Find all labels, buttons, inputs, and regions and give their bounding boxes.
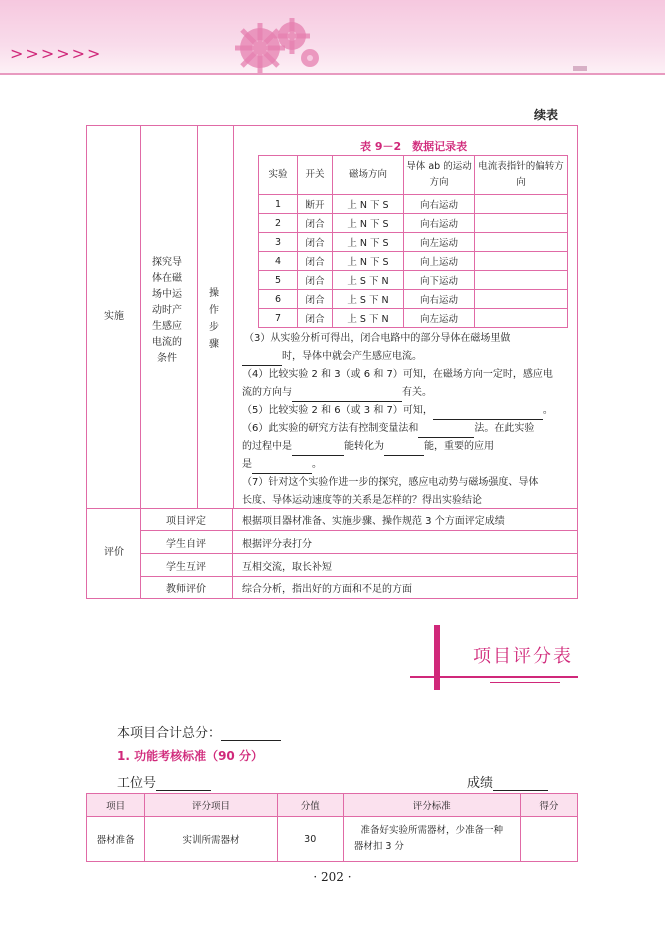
table-row	[259, 214, 568, 233]
score-line	[467, 772, 548, 791]
table-cell: 5	[259, 271, 298, 290]
table-cell: 闭合	[298, 214, 333, 233]
row-label-implement: 实施	[104, 311, 124, 322]
purpose-line: 场中运	[152, 289, 182, 300]
eval-desc: 综合分析，指出好的方面和不足的方面	[242, 584, 412, 595]
table-row	[259, 252, 568, 271]
question-3	[242, 330, 576, 366]
page-number: · 202 ·	[313, 870, 352, 884]
table-cell: 器材准备	[87, 817, 145, 862]
question-text: 是	[242, 459, 252, 470]
question-text: 法。在此实验	[474, 423, 535, 434]
experiment-purpose	[142, 255, 192, 367]
record-header: 磁场方向	[333, 156, 404, 195]
continued-label: 续表	[534, 108, 559, 122]
question-text: （5）比较实验 2 和 6（或 3 和 7）可知，	[242, 405, 433, 416]
question-text: 能转化为	[344, 441, 384, 452]
question-5	[242, 402, 576, 420]
table-cell	[475, 233, 568, 252]
steps-char: 骤	[209, 339, 219, 350]
table-cell: 闭合	[298, 290, 333, 309]
table-cell: 上 N 下 S	[333, 252, 404, 271]
table-cell: 实训所需器材	[145, 817, 277, 862]
score-header: 分值	[277, 794, 343, 817]
table-row	[259, 290, 568, 309]
table-cell: 1	[259, 195, 298, 214]
standard-text: 器材扣 3 分	[353, 841, 404, 852]
row-divider	[140, 576, 578, 577]
eval-desc: 根据评分表打分	[242, 539, 312, 550]
table-cell: 闭合	[298, 271, 333, 290]
score-header: 项目	[87, 794, 145, 817]
table-row	[87, 794, 578, 817]
table-cell: 向左运动	[404, 233, 475, 252]
table-cell: 向右运动	[404, 195, 475, 214]
data-record-table	[258, 155, 568, 328]
page-header-band	[0, 0, 665, 75]
question-text: 。	[542, 405, 553, 416]
eval-item: 项目评定	[166, 516, 206, 527]
section-bar	[434, 625, 440, 690]
question-text: （3）从实验分析可得出，闭合电路中的部分导体在磁场里做	[244, 333, 511, 344]
table-cell: 3	[259, 233, 298, 252]
section-title: 项目评分表	[473, 646, 573, 667]
question-7	[242, 474, 576, 510]
gears-icon	[220, 10, 330, 76]
table-cell: 向右运动	[404, 214, 475, 233]
table-cell: 上 N 下 S	[333, 233, 404, 252]
table-cell: 向左运动	[404, 309, 475, 328]
col-divider	[140, 125, 141, 599]
table-cell: 2	[259, 214, 298, 233]
record-table-title: 表 9－2 数据记录表	[360, 140, 468, 153]
question-text: 。	[312, 459, 322, 470]
steps-char: 步	[209, 322, 219, 333]
header-marker	[573, 66, 587, 71]
score-header: 评分标准	[343, 794, 520, 817]
answer-blank[interactable]	[418, 437, 474, 438]
total-score-line	[117, 722, 281, 741]
table-cell	[475, 271, 568, 290]
purpose-line: 体在磁	[152, 273, 182, 284]
purpose-line: 动时产	[152, 305, 182, 316]
question-text: 能，重要的应用	[424, 441, 494, 452]
eval-desc: 根据项目器材准备、实施步骤、操作规范 3 个方面评定成绩	[242, 516, 505, 527]
table-cell: 向右运动	[404, 290, 475, 309]
steps-char: 操	[209, 288, 219, 299]
table-cell: 上 S 下 N	[333, 309, 404, 328]
record-header: 开关	[298, 156, 333, 195]
total-blank[interactable]	[221, 740, 281, 741]
worknum-label: 工位号	[117, 776, 157, 791]
total-label: 本项目合计总分：	[117, 726, 222, 741]
table-row	[259, 271, 568, 290]
table-cell: 上 S 下 N	[333, 271, 404, 290]
table-row	[259, 309, 568, 328]
purpose-line: 生感应	[152, 321, 182, 332]
worknum-blank[interactable]	[156, 790, 211, 791]
col-divider	[197, 125, 198, 508]
standard-heading: 1. 功能考核标准（90 分）	[117, 749, 263, 763]
section-underline	[410, 676, 578, 678]
table-cell	[475, 309, 568, 328]
question-text: 时，导体中就会产生感应电流。	[282, 351, 422, 362]
record-header: 实验	[259, 156, 298, 195]
table-cell: 闭合	[298, 233, 333, 252]
eval-item: 学生自评	[166, 539, 206, 550]
row-divider	[140, 530, 578, 531]
purpose-line: 电流的	[152, 337, 182, 348]
question-text: （7）针对这个实验作进一步的探究，感应电动势与磁场强度、导体	[242, 477, 539, 488]
question-text: （6）此实验的研究方法有控制变量法和	[242, 423, 419, 434]
record-header: 导体 ab 的运动方向	[404, 156, 475, 195]
table-cell: 7	[259, 309, 298, 328]
question-text: 长度、导体运动速度等的关系是怎样的？得出实验结论	[242, 495, 482, 506]
section-underline	[490, 682, 560, 683]
table-cell	[475, 290, 568, 309]
worknum-line	[117, 772, 211, 791]
score-label: 成绩	[467, 776, 494, 791]
table-cell	[475, 214, 568, 233]
header-divider	[0, 73, 665, 75]
table-cell: 30	[277, 817, 343, 862]
question-text: 有关。	[402, 387, 432, 398]
purpose-line: 条件	[157, 353, 177, 364]
col-divider	[233, 125, 234, 508]
table-cell: 闭合	[298, 252, 333, 271]
table-cell: 断开	[298, 195, 333, 214]
row-divider	[140, 553, 578, 554]
score-cell[interactable]	[520, 817, 577, 862]
table-cell	[475, 195, 568, 214]
steps-label	[207, 285, 221, 353]
steps-char: 作	[209, 305, 219, 316]
table-cell: 上 N 下 S	[333, 195, 404, 214]
answer-blank[interactable]	[292, 455, 344, 456]
chevron-decoration: >>>>>>	[10, 44, 103, 63]
table-cell	[343, 817, 520, 862]
question-6	[242, 420, 576, 474]
table-cell: 上 N 下 S	[333, 214, 404, 233]
table-row	[259, 195, 568, 214]
row-label-evaluation: 评价	[104, 547, 124, 558]
question-text: （4）比较实验 2 和 3（或 6 和 7）可知，在磁场方向一定时，感应电	[242, 369, 553, 380]
table-cell: 上 S 下 N	[333, 290, 404, 309]
score-blank[interactable]	[493, 790, 548, 791]
table-cell: 4	[259, 252, 298, 271]
question-text: 的过程中是	[242, 441, 292, 452]
eval-item: 学生互评	[166, 562, 206, 573]
table-row	[87, 817, 578, 862]
eval-item: 教师评价	[166, 584, 206, 595]
table-cell: 6	[259, 290, 298, 309]
table-cell: 向上运动	[404, 252, 475, 271]
table-cell: 闭合	[298, 309, 333, 328]
score-header: 得分	[520, 794, 577, 817]
purpose-line: 探究导	[152, 257, 182, 268]
answer-blank[interactable]	[384, 455, 424, 456]
question-text: 流的方向与	[242, 387, 292, 398]
question-4	[242, 366, 576, 402]
scoring-table	[86, 793, 578, 862]
record-header: 电流表指针的偏转方向	[475, 156, 568, 195]
eval-desc: 互相交流，取长补短	[242, 562, 332, 573]
table-row	[259, 233, 568, 252]
score-header: 评分项目	[145, 794, 277, 817]
standard-text: 准备好实验所需器材，少准备一种	[360, 825, 503, 836]
table-cell	[475, 252, 568, 271]
table-cell: 向下运动	[404, 271, 475, 290]
